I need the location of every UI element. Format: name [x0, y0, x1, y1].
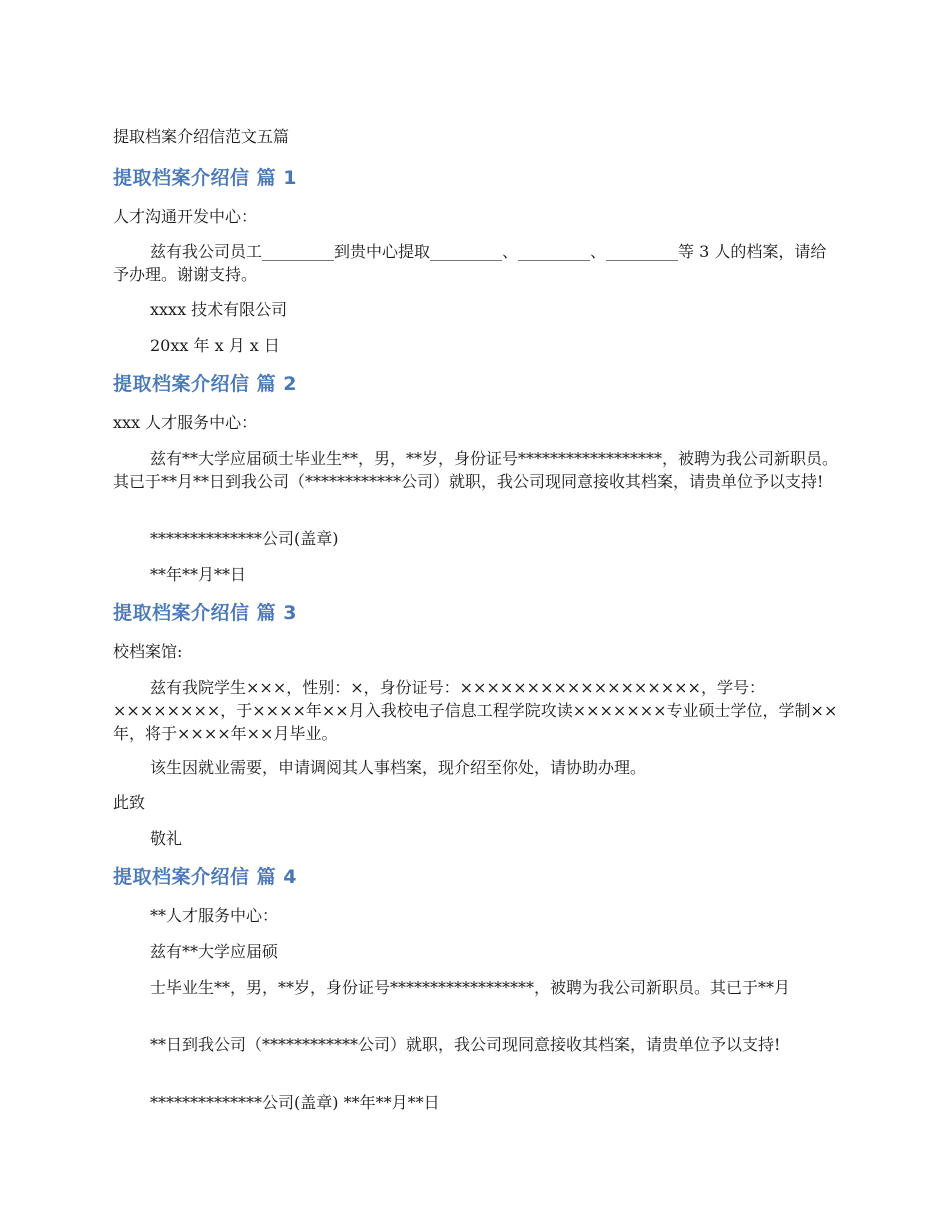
signature-date: **年**月**日	[150, 565, 247, 584]
body-paragraph: 兹有**大学应届硕士毕业生**，男，**岁，身份证号******************，被聘为我公司新职员。其已于**月**日到我公司（************公司）就职，我公司现同意接收其档案，请贵单位予以支持!	[113, 449, 839, 491]
recipient-line: **人才服务中心：	[150, 906, 279, 925]
body-paragraph: 兹有我公司员工_________到贵中心提取_________、_________、_________等 3 人的档案，请给予办理。谢谢支持。	[113, 242, 827, 284]
body-paragraph: 士毕业生**，男，**岁，身份证号******************，被聘为我公司新职员。其已于**月	[150, 978, 791, 997]
section-heading-4: 提取档案介绍信 篇 4	[113, 866, 297, 888]
section-heading-2: 提取档案介绍信 篇 2	[113, 373, 297, 395]
section-heading-1: 提取档案介绍信 篇 1	[113, 167, 297, 189]
signature-company: xxxx 技术有限公司	[150, 300, 288, 319]
recipient-line: 校档案馆:	[113, 642, 183, 661]
signature-company: **************公司(盖章)	[150, 529, 339, 548]
recipient-line: xxx 人才服务中心：	[113, 413, 258, 432]
section-heading-3: 提取档案介绍信 篇 3	[113, 602, 297, 624]
body-paragraph: 该生因就业需要，申请调阅其人事档案，现介绍至你处，请协助办理。	[150, 758, 647, 777]
signature-line: **************公司(盖章) **年**月**日	[150, 1093, 440, 1112]
recipient-line: 人才沟通开发中心：	[113, 207, 258, 226]
signature-date: 20xx 年 x 月 x 日	[150, 336, 280, 355]
body-paragraph: 兹有**大学应届硕	[150, 942, 279, 961]
body-paragraph: 兹有我院学生×××，性别：×，身份证号：××××××××××××××××××，学号：××××××××，于××××年××月入我校电子信息工程学院攻读×××××××专业硕士学位，学制××年，将于××××年××月毕业。	[113, 678, 838, 743]
closing-line: 此致	[113, 793, 146, 812]
document-title: 提取档案介绍信范文五篇	[113, 127, 290, 146]
body-paragraph: **日到我公司（************公司）就职，我公司现同意接收其档案，请贵单位予以支持!	[150, 1035, 781, 1054]
closing-salutation: 敬礼	[150, 829, 183, 848]
